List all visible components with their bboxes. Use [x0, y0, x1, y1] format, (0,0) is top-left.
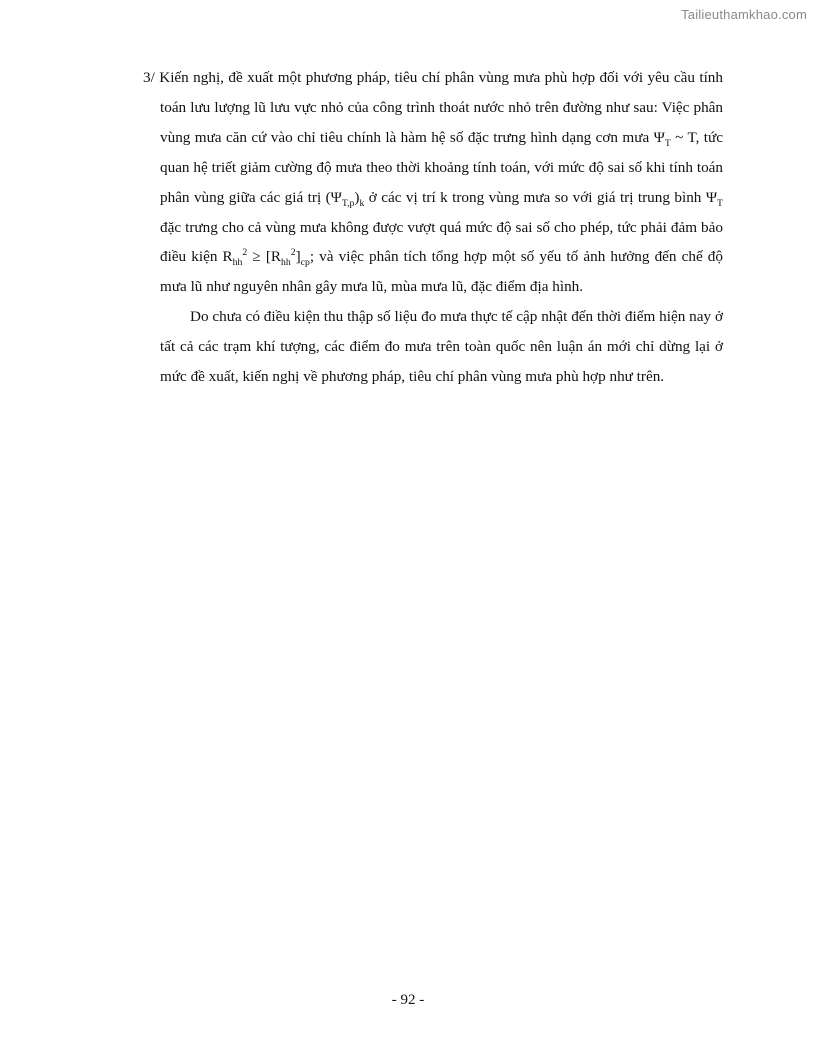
subscript-T: T [717, 197, 723, 209]
document-body [143, 63, 723, 392]
close-paren: ) [354, 188, 360, 206]
subscript-hh: hh [232, 257, 243, 269]
superscript-2: 2 [242, 247, 248, 259]
subscript-k: k [359, 197, 365, 209]
item-3-text: ~ T, tức quan hệ triết giảm cường độ mưa theo thời khoảng tính toán, với mức độ sai số khi tính toán phân vùng giữa các giá trị (Ψ [160, 128, 723, 206]
subscript-cp: cp [300, 257, 310, 269]
subscript-T: T [664, 137, 671, 149]
item-3-text: đặc trưng cho cả vùng mưa không được vượt quá mức độ sai số cho phép, tức phải đảm bảo điều kiện R [160, 218, 723, 266]
close-bracket: ] [295, 248, 301, 266]
item-3-text: ở các vị trí k trong vùng mưa so với giá trị trung bình Ψ [364, 188, 718, 206]
item-3-lead: 3/ Kiến nghị, đề xuất một phương pháp, tiêu chí phân vùng mưa phù hợp đối với yêu cầu tính toán lưu lượng lũ lưu vực nhỏ của công trình thoát nước nhỏ trên đường như sau: Việc phân vùng mưa căn cứ vào chỉ tiêu chính là hàm hệ số đặc trưng hình dạng cơn mưa Ψ [143, 69, 723, 146]
subscript-T-p: T,p [341, 197, 355, 209]
item-3-text: ≥ [R [247, 248, 282, 266]
superscript-2: 2 [290, 247, 296, 259]
subscript-hh: hh [281, 257, 291, 269]
item-3-tail: ; và việc phân tích tổng hợp một số yếu tố ảnh hưởng đến chế độ mưa lũ như nguyên nhân gây mưa lũ, mùa mưa lũ, đặc điểm địa hình. [160, 248, 723, 296]
page-number: - 92 - [391, 992, 425, 1008]
conclusion-paragraph: Do chưa có điều kiện thu thập số liệu đo mưa thực tế cập nhật đến thời điểm hiện nay ở tất cả các trạm khí tượng, các điểm đo mưa trên toàn quốc nên luận án mới chỉ dừng lại ở mức đề xuất, kiến nghị về phương pháp, tiêu chí phân vùng mưa phù hợp như trên. [160, 308, 723, 386]
watermark: Tailieuthamkhao.com [681, 7, 807, 22]
item-3-paragraph [143, 63, 723, 302]
